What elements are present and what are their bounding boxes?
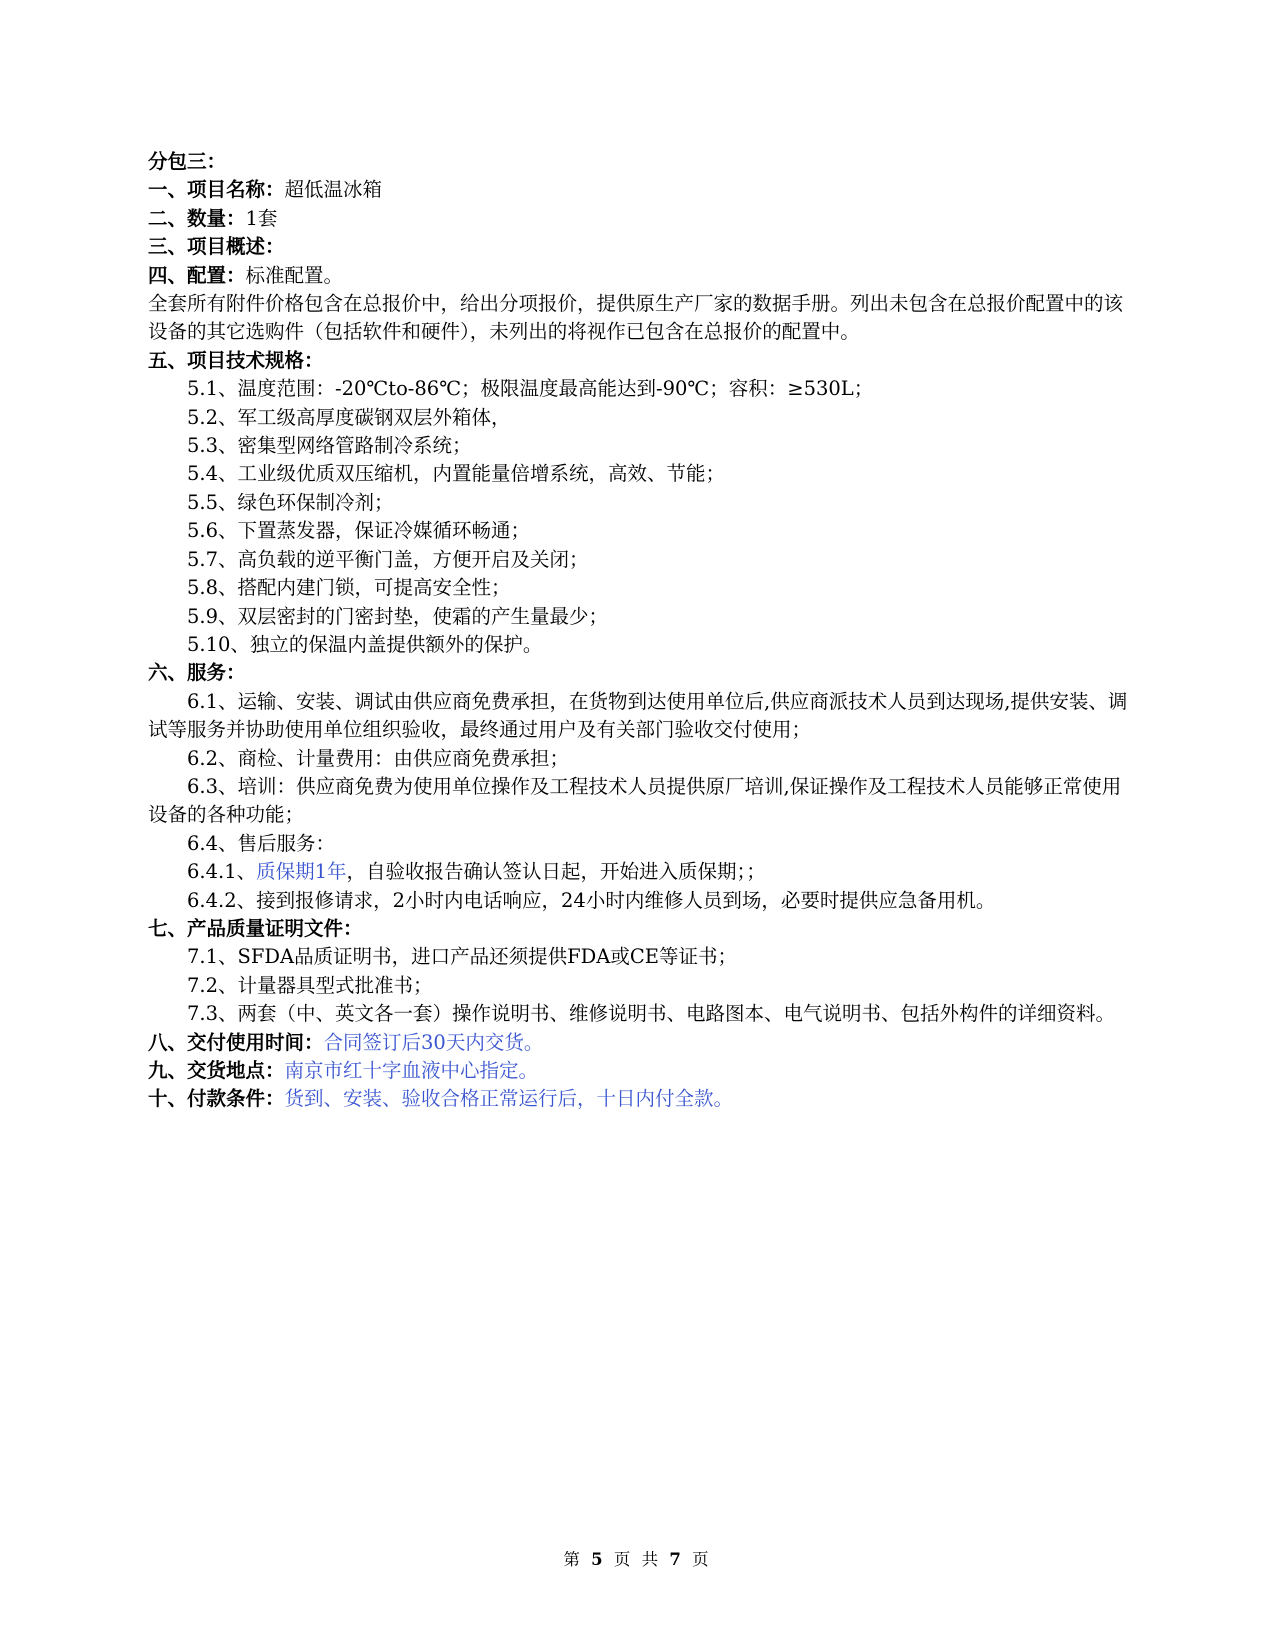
item-project-name (148, 176, 1128, 204)
service-subitem (148, 858, 1128, 886)
label: 二、数量： (148, 206, 246, 230)
package-heading: 分包三： (148, 150, 227, 173)
item-config (148, 262, 1128, 290)
spec-item: 5.7、高负载的逆平衡门盖，方便开启及关闭； (187, 547, 589, 571)
service-item: 6.2、商检、计量费用：由供应商免费承担； (187, 746, 570, 770)
doc-item: 7.2、计量器具型式批准书； (187, 973, 433, 997)
document-body (148, 148, 1128, 1114)
footer-suffix: 页 (692, 1550, 712, 1569)
label: 一、项目名称： (148, 178, 285, 202)
subitem-number: 6.4.1、 (187, 860, 257, 884)
subitem-text: ，自验收报告确认签认日起，开始进入质保期；； (346, 860, 766, 884)
footer-middle: 页 共 (613, 1550, 662, 1569)
service-item: 6.4、售后服务： (187, 831, 336, 855)
value: 标准配置。 (245, 263, 344, 287)
label: 九、交货地点： (148, 1059, 285, 1082)
item-delivery-place (148, 1057, 1128, 1085)
item-overview (148, 233, 1128, 261)
value: 合同签订后30天内交货。 (323, 1030, 544, 1054)
service-item: 6.1、运输、安装、调试由供应商免费承担，在货物到达使用单位后,供应商派技术人员到达现场,提供安装、调试等服务并协助使用单位组织验收，最终通过用户及有关部门验收交付使用； (148, 689, 1128, 742)
item-payment-terms (148, 1085, 1128, 1113)
spec-item: 5.5、绿色环保制冷剂； (187, 490, 394, 514)
config-paragraph: 全套所有附件价格包含在总报价中，给出分项报价，提供原生产厂家的数据手册。列出未包含在总报价配置中的该设备的其它选购件（包括软件和硬件），未列出的将视作已包含在总报价的配置中。 (148, 292, 1124, 344)
label: 三、项目概述： (148, 235, 285, 259)
value: 超低温冰箱 (284, 178, 383, 202)
page-footer (0, 1546, 1275, 1570)
spec-item: 5.2、军工级高厚度碳钢双层外箱体， (187, 405, 511, 429)
spec-item: 5.4、工业级优质双压缩机，内置能量倍增系统，高效、节能； (187, 462, 726, 486)
spec-item: 5.10、独立的保温内盖提供额外的保护。 (187, 632, 543, 656)
spec-item: 5.1、温度范围：-20℃to-86℃；极限温度最高能达到-90℃；容积：≥530L； (187, 377, 874, 401)
item-delivery-time (148, 1029, 1128, 1057)
label: 八、交付使用时间： (148, 1030, 324, 1054)
service-item: 6.3、培训：供应商免费为使用单位操作及工程技术人员提供原厂培训,保证操作及工程技术人员能够正常使用设备的各种功能； (148, 774, 1122, 827)
label: 四、配置： (148, 263, 246, 287)
spec-item: 5.6、下置蒸发器，保证冷媒循环畅通； (187, 519, 531, 543)
quality-docs-heading: 七、产品质量证明文件： (148, 916, 363, 940)
service-heading: 六、服务： (148, 661, 246, 685)
doc-item: 7.1、SFDA品质证明书，进口产品还须提供FDA或CE等证书； (187, 945, 738, 969)
footer-prefix: 第 (563, 1550, 583, 1569)
doc-item: 7.3、两套（中、英文各一套）操作说明书、维修说明书、电路图本、电气说明书、包括外构件的详细资料。 (187, 1002, 1116, 1026)
service-subitem: 6.4.2、接到报修请求，2小时内电话响应，24小时内维修人员到场，必要时提供应急备用机。 (187, 888, 996, 912)
item-quantity (148, 205, 1128, 233)
spec-item: 5.8、搭配内建门锁，可提高安全性； (187, 576, 511, 600)
spec-item: 5.9、双层密封的门密封垫，使霜的产生量最少； (187, 604, 609, 628)
label: 十、付款条件： (148, 1087, 285, 1111)
warranty-highlight: 质保期1年 (256, 860, 347, 884)
value: 1套 (245, 206, 278, 230)
specs-heading: 五、项目技术规格： (148, 348, 324, 372)
value: 南京市红十字血液中心指定。 (284, 1059, 539, 1082)
current-page-number: 5 (591, 1550, 606, 1569)
value: 货到、安装、验收合格正常运行后，十日内付全款。 (284, 1087, 734, 1111)
spec-item: 5.3、密集型网络管路制冷系统； (187, 434, 472, 458)
total-pages-number: 7 (669, 1550, 684, 1569)
